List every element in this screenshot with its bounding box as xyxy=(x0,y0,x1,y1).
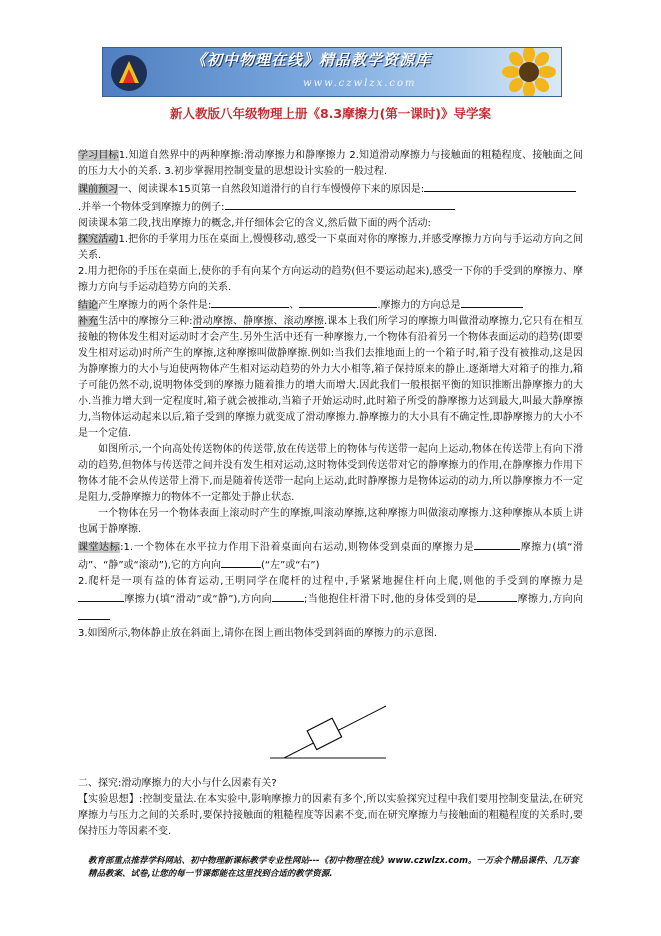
document-body xyxy=(78,148,583,642)
exercise-1-text-a: :1.一个物体在水平拉力作用下沿着桌面向右运动,则物体受到桌面的摩擦力是 xyxy=(120,542,475,553)
preview-line-3: 阅读课本第二段,找出摩擦力的概念,并仔细体会它的含义,然后做下面的两个活动: xyxy=(78,218,431,229)
exercise-1 xyxy=(78,538,583,574)
activities-label: 探究活动 xyxy=(78,234,119,245)
block-on-incline xyxy=(307,718,341,749)
conclusion-text-3: .摩擦力的方向总是 xyxy=(377,300,461,311)
banner-url: www.czwlzx.com xyxy=(303,78,417,89)
goals-text: 1.知道自然界中的两种摩擦:滑动摩擦力和静摩擦力 2.知道滑动摩擦力与接触面的粗糙程度、接触面之间的压力大小的关系. 3.初步掌握用控制变量的思想设计实验的一般过程. xyxy=(78,150,583,177)
supplement-text-2: .课本上我们所学习的摩擦力叫做滑动摩擦力,它只有在相互接触的物体发生相对运动时才会产生.另外生活中还有一种摩擦力,一个物体有沿着另一个物体表面运动的趋势(即要发生相对运动)时所产生的摩擦,这种摩擦叫做静摩擦.例如:当我们去推地面上的一个箱子时,箱子没有被推动,这是因为静摩擦力的大小与迫使两物体产生相对运动趋势的外力大小相等,箱子保持原来的静止.逐渐增大对箱子的推力,箱子可能仍然不动,说明物体受到的摩擦力随着推力的增大而增大.因此我们一般根据平衡的知识推断出静摩擦力的大小.当推力增大到一定程度时,箱子就会被推动,当箱子开始运动时,此时箱子所受的静摩擦力达到最大,叫最大静摩擦力,当物体运动起来以后,箱子受到的摩擦力就变成了滑动摩擦力.静摩擦力的大小具有不确定性,即静摩擦力的大小不是一个定值. xyxy=(78,316,584,439)
learning-goals xyxy=(78,148,583,180)
incline-diagram xyxy=(268,700,388,764)
preview-text-2: .并举一个物体受到摩擦力的例子: xyxy=(78,202,225,213)
answer-blank xyxy=(477,590,517,602)
part-two-heading: 二、探究:滑动摩擦力的大小与什么因素有关? xyxy=(78,778,277,789)
sunflower-image xyxy=(498,48,560,96)
answer-blank xyxy=(221,556,261,568)
goals-label: 学习目标 xyxy=(78,150,119,161)
answer-blank xyxy=(225,198,455,210)
exercise-1-text-b: 摩擦力(填“滑动”、“静”或“滚动”),它的方向向 xyxy=(78,542,584,571)
answer-blank xyxy=(474,538,520,550)
conveyor-paragraph: 如图所示,一个向高处传送物体的传送带,放在传送带上的物体与传送带一起向上运动,物体在传送带上有向下滑动的趋势,但物体与传送带之间并没有发生相对运动,这时物体受到传送带对它的静摩擦力的作用,在静摩擦力作用下物体才能不会从传送带上滑下,而是随着传送带一起向上运动,此时静摩擦力是物体运动的动力,所以静摩擦力不一定是阻力,受静摩擦力的物体不一定都处于静止状态. xyxy=(78,444,583,503)
supplement-label: 补充 xyxy=(78,316,99,327)
rolling-paragraph: 一个物体在另一个物体表面上滚动时产生的摩擦,叫滚动摩擦,这种摩擦力叫做滚动摩擦力.这种摩擦从本质上讲也属于静摩擦. xyxy=(78,508,583,535)
activity-1-text: 1.把你的手掌用力压在桌面上,慢慢移动,感受一下桌面对你的摩擦力,并感受摩擦力方向与手运动方向之间关系. xyxy=(78,234,584,261)
conclusion-text-1: 产生摩擦力的两个条件是: xyxy=(98,300,212,311)
preview-line-2 xyxy=(78,198,583,216)
exercise-2-text-d: 摩擦力,方向向 xyxy=(517,594,583,605)
exercise-label: 课堂达标 xyxy=(78,542,121,553)
experiment-idea xyxy=(78,792,583,840)
exercise-2-text-c: ;当他抱住杆滑下时,他的身体受到的是 xyxy=(304,594,478,605)
supplement xyxy=(78,314,583,442)
answer-blank xyxy=(299,296,377,308)
preview-line-1 xyxy=(78,180,583,198)
answer-blank xyxy=(272,590,304,602)
conclusion-label: 结论 xyxy=(78,300,98,311)
answer-blank xyxy=(461,296,523,308)
page-title: 新人教版八年级物理上册《8.3摩擦力(第一课时)》导学案 xyxy=(169,106,492,121)
banner-title: 《初中物理在线》精品教学资源库 xyxy=(191,51,432,69)
friction-kinds: 滑动摩擦、静摩擦、滚动摩擦 xyxy=(192,316,324,327)
answer-blank xyxy=(211,296,289,308)
supplement-text-1: 生活中的摩擦分三种: xyxy=(98,316,193,327)
activity-1 xyxy=(78,232,583,264)
exercise-1-text-c: (“左”或“右”) xyxy=(260,560,320,571)
exercise-3: 3.如图所示,物体静止放在斜面上,请你在图上画出物体受到斜面的摩擦力的示意图. xyxy=(78,628,438,639)
answer-blank xyxy=(78,590,124,602)
preview-label: 课前预习 xyxy=(78,184,118,195)
exercise-2-text-b: 摩擦力(填“滑动”或“静”),方向向 xyxy=(124,594,272,605)
logo-icon xyxy=(109,53,149,93)
conclusion xyxy=(78,296,583,314)
experiment-label: 【实验思想】 xyxy=(78,794,140,805)
answer-blank xyxy=(78,608,110,620)
header-banner xyxy=(102,47,562,97)
activity-2: 2.用力把你的手压在桌面上,使你的手有向某个方向运动的趋势(但不要运动起来),感受一下你的手受到的摩擦力、摩擦力方向与手运动趋势方向的关系. xyxy=(78,266,583,293)
experiment-text: :控制变量法.在本实验中,影响摩擦力的因素有多个,所以实验探究过程中我们要用控制变量法,在研究摩擦力与压力之间的关系时,要保持接触面的粗糙程度等因素不变,而在研究摩擦力与接触面的粗糙程度的关系时,要保持压力等因素不变. xyxy=(78,794,583,837)
exercise-2 xyxy=(78,574,583,626)
footer-note: 教育部重点推荐学科网站、初中物理新课标教学专业性网站---《初中物理在线》www.czwlzx.com。一万余个精品课件、几万套精品教案、试卷,让您的每一节课都能在这里找到合适的教学资源. xyxy=(88,856,579,879)
part-two xyxy=(78,776,583,840)
answer-blank xyxy=(424,180,576,192)
preview-text-1: 一、阅读课本15页第一自然段知道滑行的自行车慢慢停下来的原因是: xyxy=(118,184,425,195)
conclusion-text-2: 、 xyxy=(289,300,300,311)
exercise-2-text-a: 2.爬杆是一项有益的体育运动,王明同学在爬杆的过程中,手紧紧地握住杆向上爬,则他的手受到的摩擦力是 xyxy=(78,576,583,587)
